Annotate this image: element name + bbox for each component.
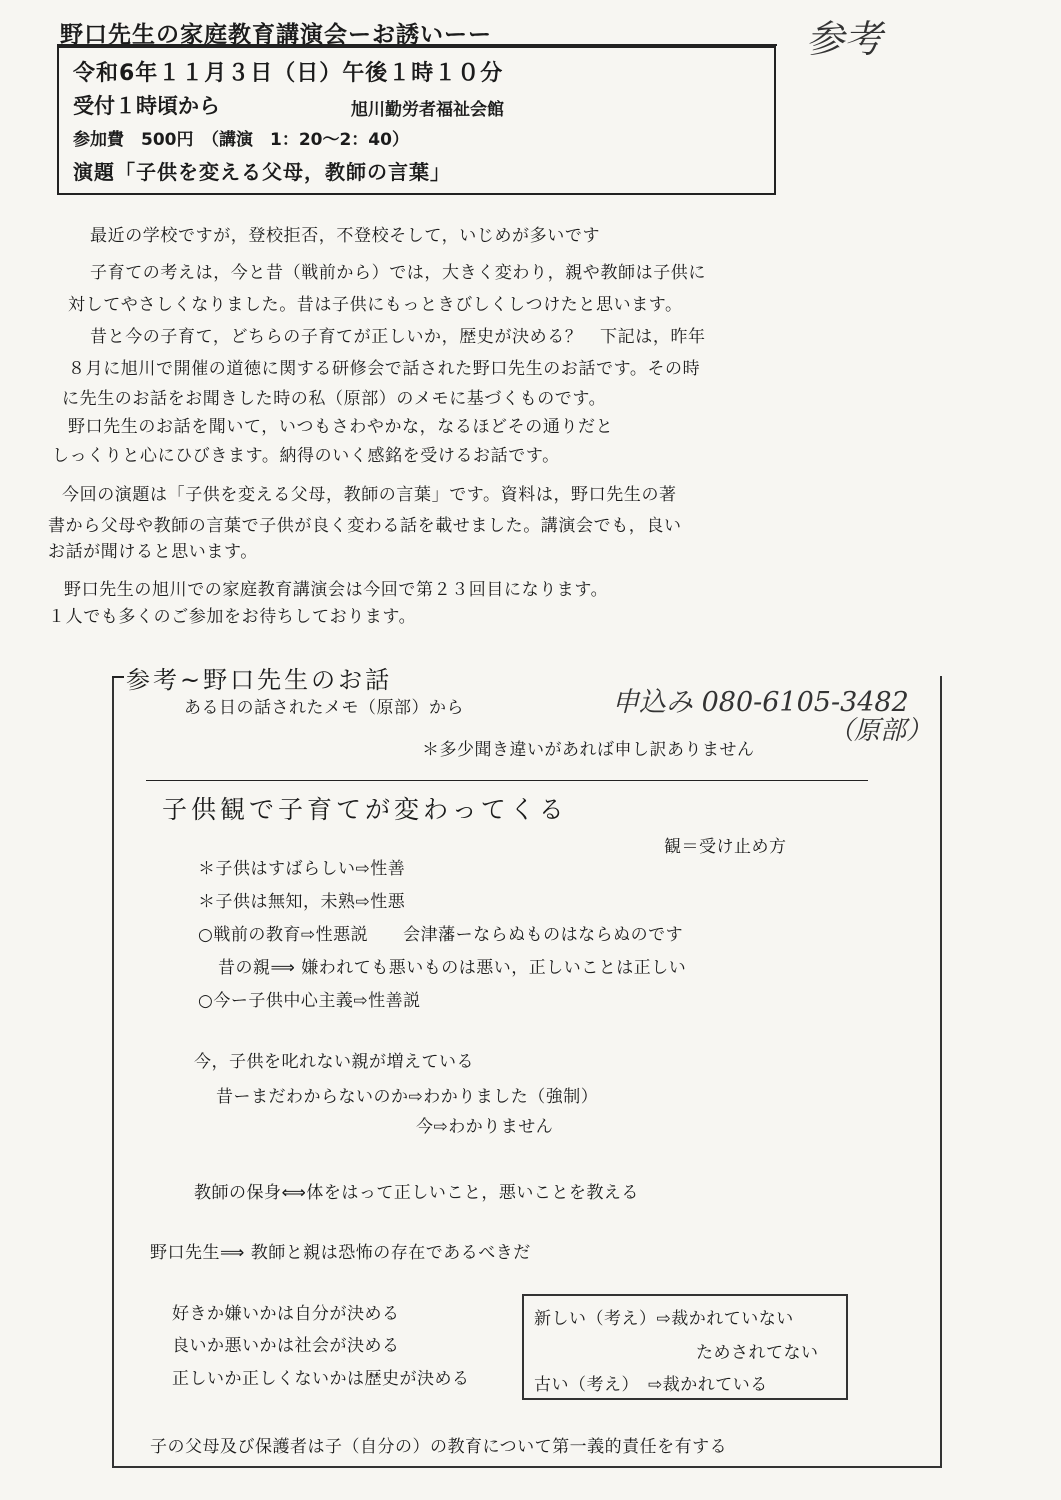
intro-line: しっくりと心にひびきます。納得のいく感銘を受けるお話です。 xyxy=(52,446,560,466)
event-details-box xyxy=(57,46,776,195)
list-item: ○今ー子供中心主義⇨性善説 xyxy=(198,991,421,1011)
intro-line: 子育ての考えは，今と昔（戦前から）では，大きく変わり，親や教師は子供に xyxy=(90,263,706,283)
memo-source: ある日の話されたメモ（原部）から xyxy=(184,698,464,718)
intro-line: 昔と今の子育て，どちらの子育てが正しいか，歴史が決める？ 下記は，昨年 xyxy=(90,327,706,347)
section-divider xyxy=(146,780,868,781)
new-old-box xyxy=(522,1294,848,1400)
definition-note: 観＝受け止め方 xyxy=(664,837,787,857)
new-idea-line: 新しい（考え）⇨裁かれていない xyxy=(534,1309,794,1329)
intro-line: に先生のお話をお聞きした時の私（原部）のメモに基づくものです。 xyxy=(62,389,607,409)
intro-line: 最近の学校ですが，登校拒否，不登校そして，いじめが多いです xyxy=(90,226,601,246)
judgement-line: 正しいか正しくないかは歴史が決める xyxy=(172,1369,470,1389)
disclaimer: ＊多少聞き違いがあれば申し訳ありません xyxy=(422,740,755,760)
list-item: ○戦前の教育⇨性悪説 会津藩ーならぬものはならぬのです xyxy=(198,925,684,945)
list-item: ＊子供は無知，未熟⇨性悪 xyxy=(198,892,406,912)
new-idea-line-2: ためされてない xyxy=(696,1343,819,1363)
judgement-line: 好きか嫌いかは自分が決める xyxy=(172,1304,400,1324)
handwritten-reference-mark: 参考 xyxy=(806,17,883,61)
judgement-line: 良いか悪いかは社会が決める xyxy=(172,1336,400,1356)
event-fee: 参加費 500円 （講演 1：20～2：40） xyxy=(73,130,409,150)
list-item: ＊子供はすばらしい⇨性善 xyxy=(198,859,406,879)
intro-line: 対してやさしくなりました。昔は子供にもっときびしくしつけたと思います。 xyxy=(68,295,683,315)
teacher-line: 教師の保身⟺体をはって正しいこと，悪いことを教える xyxy=(194,1183,639,1203)
intro-line: お話が聞けると思います。 xyxy=(48,542,258,562)
intro-line: 書から父母や教師の言葉で子供が良く変わる話を載せました。講演会でも，良い xyxy=(48,516,682,536)
event-theme: 演題「子供を変える父母，教師の言葉」 xyxy=(73,160,451,184)
list-item: 昔の親⟹ 嫌われても悪いものは悪い，正しいことは正しい xyxy=(218,958,687,978)
handwritten-contact: 申込み 080-6105-3482 xyxy=(612,687,909,718)
handwritten-contact-name: （原部） xyxy=(828,716,933,746)
old-idea-line: 古い（考え） ⇨裁かれている xyxy=(534,1375,768,1395)
scold-line: 今⇨わかりません xyxy=(416,1117,554,1137)
intro-line: ８月に旭川で開催の道徳に関する研修会で話された野口先生のお話です。その時 xyxy=(68,359,701,379)
section-title: 子供観で子育てが変わってくる xyxy=(162,795,568,824)
intro-line: １人でも多くのご参加をお待ちしております。 xyxy=(48,607,417,627)
event-reception: 受付１時頃から xyxy=(73,94,220,118)
page-title: 野口先生の家庭教育講演会ーお誘いーー xyxy=(60,22,492,48)
reference-frame-top-left xyxy=(112,676,124,678)
intro-line: 今回の演題は「子供を変える父母，教師の言葉」です。資料は，野口先生の著 xyxy=(62,485,677,505)
intro-line: 野口先生の旭川での家庭教育講演会は今回で第２３回目になります。 xyxy=(64,580,609,600)
reference-heading: 参考~野口先生のお話 xyxy=(126,660,398,695)
noguchi-line: 野口先生⟹ 教師と親は恐怖の存在であるべきだ xyxy=(150,1243,531,1263)
event-venue: 旭川勤労者福祉会館 xyxy=(351,100,504,120)
event-date-time: 令和6年１１月３日（日）午後１時１０分 xyxy=(73,61,504,86)
footer-statement: 子の父母及び保護者は子（自分の）の教育について第一義的責任を有する xyxy=(150,1437,728,1457)
scold-line: 今，子供を叱れない親が増えている xyxy=(194,1052,474,1072)
intro-line: 野口先生のお話を聞いて，いつもさわやかな，なるほどその通りだと xyxy=(68,417,614,437)
scold-line: 昔ーまだわからないのか⇨わかりました（強制） xyxy=(216,1087,599,1107)
